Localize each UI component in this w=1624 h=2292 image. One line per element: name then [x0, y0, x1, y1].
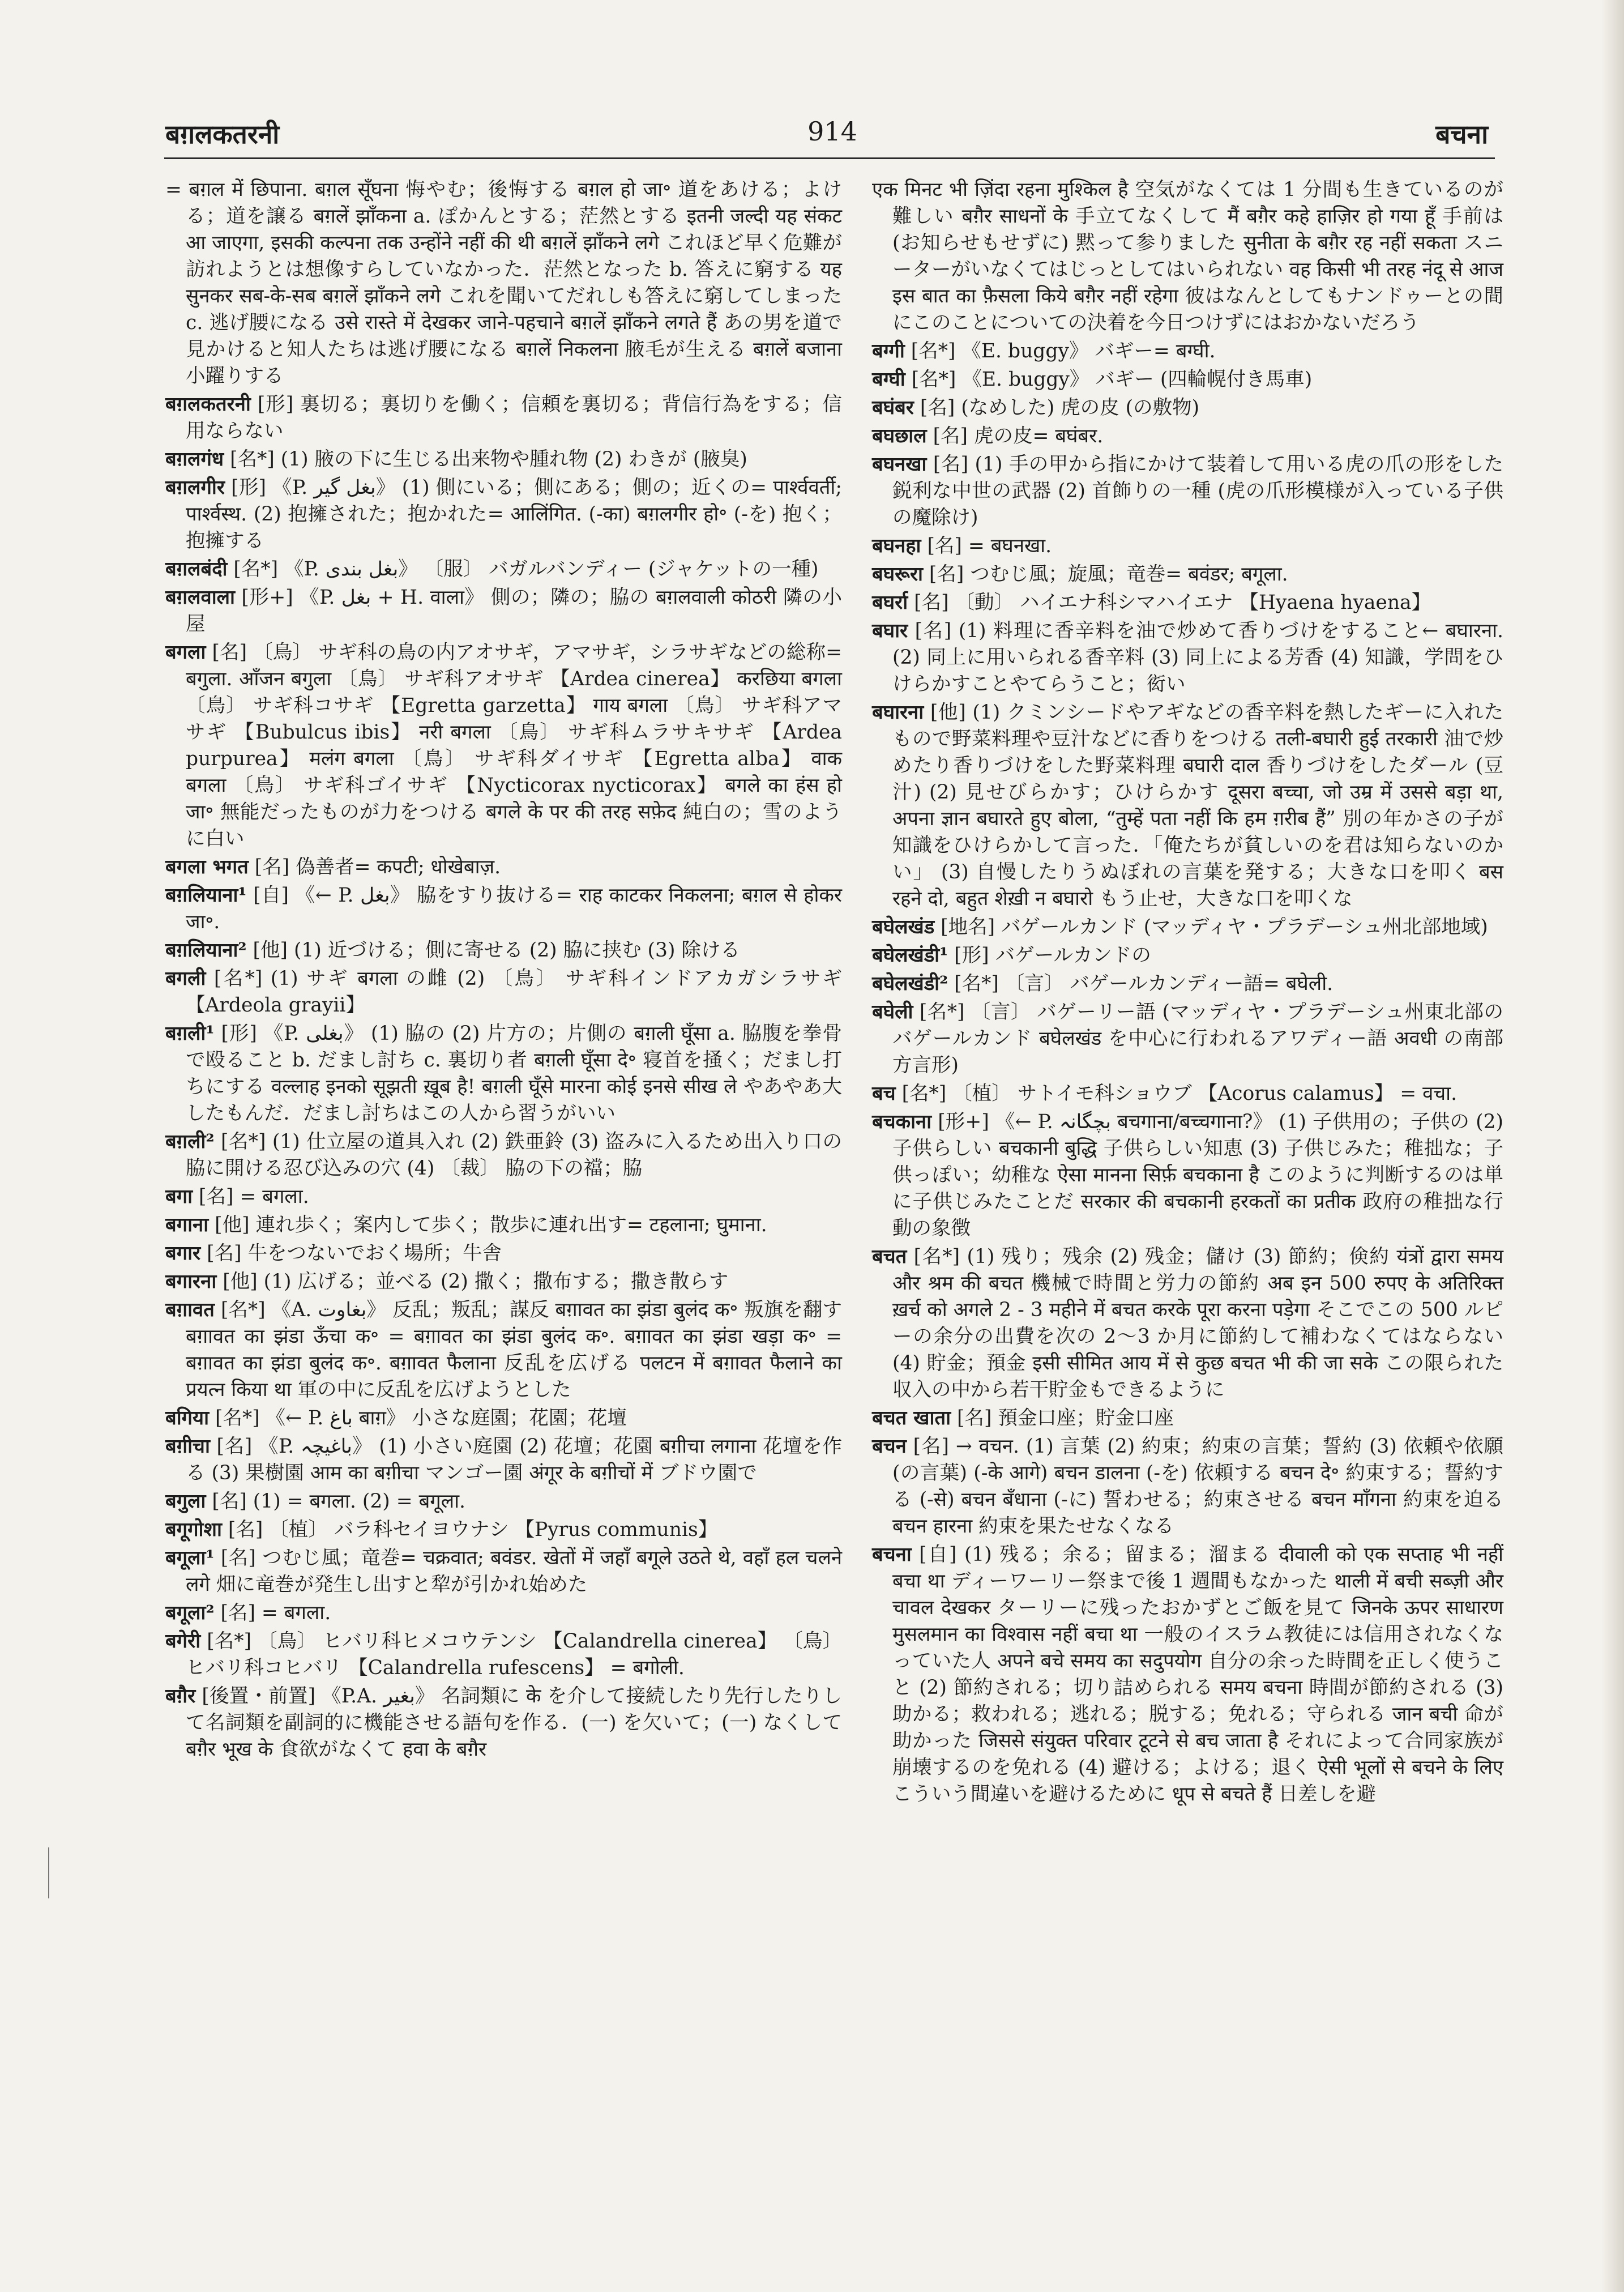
entry-definition: [名] 〔鳥〕 サギ科の鳥の内アオサギ，アマサギ，シラサギなどの総称= बगुला. आँजन बगुला 〔鳥〕 サギ科アオサギ 【Ardea cinerea】 करछिया बगला 〔鳥〕 サギ科コサギ 【Egretta garzetta】 गाय बगला 〔鳥〕 サギ科アマサギ 【Bubulcus ibis】 नरी बगला 〔鳥〕 サギ科ムラサキサギ 【Ardea purpurea】 मलंग बगला 〔鳥〕 サギ科ダイサギ 【Egretta alba】 वाक बगला 〔鳥〕 サギ科ゴイサギ 【Nycticorax nycticorax】 बगले का हंस हो जा॰ 無能だったものが力をつける बगले के पर की तरह सफ़ेद 純白の；雪のように白い	[186, 641, 842, 850]
dictionary-entry	[165, 446, 842, 473]
entry-definition: [名] (1) = बगला. (2) = बगूला.	[206, 1490, 466, 1513]
entry-definition: [名] つむじ風；竜巻= चक्रवात; बवंडर. खेतों में जहाँ बगूले उठते थे, वहाँ हल चलने लगे 畑に竜巻が発生し出すと犂が引かれ始めた	[186, 1547, 842, 1596]
entry-definition: [名*] (1) 残り；残余 (2) 残金；儲け (3) 節約；倹約 यंत्रों द्वारा समय और श्रम की बचत 機械で時間と労力の節約 अब इन 500 रुपए के अतिरिक्त ख़र्च को अगले 2 - 3 महीने में बचत करके पूरा करना पड़ेगा そこでこの 500 ルピーの余分の出費を次の 2〜3 か月に節約して補わなくてはならない (4) 貯金；預金 इसी सीमित आय में से कुछ बचत भी की जा सके この限られた収入の中から若干貯金もできるように	[892, 1245, 1503, 1401]
entry-headword: बग़लवाला	[165, 586, 235, 609]
entry-definition: [名*] 〔言〕 バゲールカンディー語= बघेली.	[948, 972, 1334, 995]
dictionary-entry	[165, 1600, 842, 1627]
dictionary-entry	[165, 1129, 842, 1182]
entry-definition: [形] 《P. بغلی》 (1) 脇の (2) 片方の；片側の बग़ली घूँसा a. 脇腹を拳骨で殴ること b. だまし討ち c. 裏切り者 बग़ली घूँसा दे॰ 寝首を掻く；だまし打ちにする वल्लाह इनको सूझती ख़ूब है! बग़ली घूँसे मारना कोई इनसे सीख ले やあやあ大したもんだ．だまし討ちはこの人から習うがいい	[186, 1022, 842, 1125]
entry-headword: बचत	[872, 1245, 907, 1268]
entry-definition: [名*] 《P. بغل بندی》 〔服〕 バガルバンディー (ジャケットの一種)	[227, 558, 819, 581]
dictionary-entry	[165, 937, 842, 964]
entry-headword: बघरूरा	[872, 563, 923, 586]
entry-headword: बग्गी	[872, 340, 905, 362]
entry-headword: बगारना	[165, 1270, 217, 1293]
dictionary-entry	[872, 1109, 1503, 1242]
dictionary-entry	[872, 338, 1503, 365]
entry-headword: बचकाना	[872, 1111, 932, 1133]
entry-definition: [名*] 〔植〕 サトイモ科ショウブ 【Acorus calamus】 = वचा.	[895, 1082, 1458, 1105]
dictionary-entry	[165, 1433, 842, 1487]
dictionary-entry	[165, 1683, 842, 1763]
entry-headword: बघारना	[872, 701, 924, 724]
entry-headword: बग़ली¹	[165, 1022, 215, 1045]
dictionary-entry	[872, 590, 1503, 616]
entry-definition: [名] 〔植〕 バラ科セイヨウナシ 【Pyrus communis】	[221, 1518, 718, 1541]
entry-definition: [名*] (1) サギ बगला の雌 (2) 〔鳥〕 サギ科インドアカガシラサギ 【Ardeola grayii】	[186, 967, 842, 1017]
dictionary-entry	[872, 699, 1503, 912]
entry-headword: बचन	[872, 1435, 907, 1458]
entry-definition: [地名] バゲールカンド (マッディヤ・プラデーシュ州北部地域)	[934, 916, 1488, 938]
entry-definition: [名] (1) 手の甲から指にかけて装着して用いる虎の爪の形をした鋭利な中世の武器 (2) 首飾りの一種 (虎の爪形模様が入っている子供の魔除け)	[892, 453, 1503, 529]
entry-definition: [名*] 〔言〕 バゲーリー語 (マッディヤ・プラデーシュ州東北部のバゲールカンド बघेलखंड を中心に行われるアワディー語 अवधी の南部方言形)	[892, 1001, 1503, 1077]
dictionary-entry	[165, 391, 842, 445]
left-column	[165, 177, 842, 1765]
entry-definition: [名*] 《E. buggy》 バギー= बग्घी.	[904, 340, 1216, 362]
entry-headword: बगूगोशा	[165, 1518, 222, 1541]
entry-definition: [名*] 《A. بغاوت》 反乱；叛乱；謀反 बग़ावत का झंडा बुलंद क॰ 叛旗を翻す बग़ावत का झंडा ऊँचा क॰ = बग़ावत का झंडा बुलंद क॰. बग़ावत का झंडा खड़ा क॰ = बग़ावत का झंडा बुलंद क॰. बग़ावत फैलाना 反乱を広げる पलटन में बग़ावत फैलाने का प्रयत्न किया था 軍の中に反乱を広げようとした	[186, 1299, 842, 1401]
entry-definition: एक मिनट भी ज़िंदा रहना मुश्किल है 空気がなくては 1 分間も生きているのが難しい बग़ैर साधनों के 手立てなくして मैं बग़ैर कहे हाज़िर हो गया हूँ 手前は (お知らせもせずに) 黙って参りました सुनीता के बग़ैर रह नहीं सकता スニーターがいなくてはじっとしてはいられない वह किसी भी तरह नंदू से आज इस बात का फ़ैसला किये बग़ैर नहीं रहेगा 彼はなんとしてもナンドゥーとの間にこのことについての決着を今日つけずにはおかないだろう	[872, 178, 1503, 334]
entry-definition: [名*] 《E. buggy》 バギー (四輪幌付き馬車)	[905, 368, 1313, 391]
entry-definition: [名] 牛をつないでおく場所；牛舎	[200, 1242, 502, 1265]
entry-definition: [名] 預金口座；貯金口座	[951, 1407, 1174, 1429]
dictionary-entry	[165, 1021, 842, 1127]
entry-definition: [名*] (1) 腋の下に生じる出来物や腫れ物 (2) わきが (腋臭)	[224, 448, 747, 471]
entry-headword: बघेलखंडी²	[872, 972, 948, 995]
dictionary-entry	[165, 584, 842, 638]
entry-definition: [名] 虎の皮= बघंबर.	[926, 425, 1104, 447]
entry-definition: [他] 連れ歩く；案内して歩く；散歩に連れ出す= टहलाना; घुमाना.	[208, 1214, 767, 1236]
dictionary-entry	[165, 1184, 842, 1210]
entry-definition: [形+] 《P. بغل + H. वाला》 側の；隣の；脇の बग़लवाली कोठरी 隣の小屋	[186, 586, 842, 635]
entry-definition: [後置・前置] 《P.A. بغیر》 名詞類に के を介して接続したり先行したりして名詞類を副詞的に機能させる語句を作る．(一) を欠いて；(一) なくして बग़ैर भूख के 食欲がなくて हवा के बग़ैर	[186, 1685, 842, 1761]
entry-definition: [名] → वचन. (1) 言葉 (2) 約束；約束の言葉；誓約 (3) 依頼や依願 (の言葉) (-के आगे) बचन डालना (-を) 依頼する बचन दे॰ 約束する；誓約する (-से) बचन बँधाना (-に) 誓わせる；約束させる बचन माँगना 約束を迫る बचन हारना 約束を果たせなくなる	[892, 1435, 1503, 1538]
entry-definition: [名] (なめした) 虎の皮 (の敷物)	[913, 396, 1200, 419]
entry-headword: बघेलखंड	[872, 916, 935, 938]
dictionary-entry	[165, 1269, 842, 1295]
entry-headword: बग़लियाना¹	[165, 884, 247, 907]
dictionary-entry	[872, 1405, 1503, 1432]
entry-definition: [名] = बगला.	[214, 1602, 331, 1624]
dictionary-entry	[872, 1244, 1503, 1403]
dictionary-entry	[872, 999, 1503, 1079]
entry-headword: बग़लगंध	[165, 448, 224, 471]
dictionary-entry	[165, 966, 842, 1019]
entry-definition: [自] (1) 残る；余る；留まる；溜まる दीवाली को एक सप्ताह भी नहीं बचा था ディーワーリー祭まで後 1 週間もなかった थाली में बची सब्ज़ी और चावल देखकर ターリーに残ったおかずとご飯を見て जिनके ऊपर साधारण मुसलमान का विश्वास नहीं बचा था 一般のイスラム教徒には信用されなくなっていた人 अपने बचे समय का सदुपयोग 自分の余った時間を正しく使うこと (2) 節約される；切り詰められる समय बचना 時間が節約される (3) 助かる；救われる；逃れる；脱する；免れる；守られる जान बची 命が助かった जिससे संयुक्त परिवार टूटने से बच जाता है それによって合同家族が崩壊するのを免れる (4) 避ける；よける；退く ऐसी भूलों से बचने के लिए こういう間違いを避けるために धूप से बचते हैं 日差しを避	[892, 1543, 1503, 1806]
dictionary-entry	[872, 618, 1503, 698]
entry-continuation	[165, 177, 842, 390]
dictionary-entry	[872, 423, 1503, 450]
entry-headword: बगार	[165, 1242, 201, 1265]
dictionary-entry	[872, 1081, 1503, 1107]
entry-headword: बघेली	[872, 1001, 913, 1023]
entry-headword: बग़ीचा	[165, 1435, 210, 1458]
dictionary-entry	[872, 366, 1503, 393]
entry-headword: बघनहा	[872, 535, 921, 557]
entry-definition: = बग़ल में छिपाना. बग़ल सूँघना 悔やむ；後悔する बग़ल हो जा॰ 道をあける；よける；道を譲る बग़लें झाँकना a. ぽかんとする；茫然とする इतनी जल्दी यह संकट आ जाएगा, इसकी कल्पना तक उन्होंने नहीं की थी बग़लें झाँकने लगे これほど早く危難が訪れようとは想像すらしていなかった．茫然となった b. 答えに窮する यह सुनकर सब-के-सब बग़लें झाँकने लगे これを聞いてだれしも答えに窮してしまった c. 逃げ腰になる उसे रास्ते में देखकर जाने-पहचाने बग़लें झाँकने लगते हैं あの男を道で見かけると知人たちは逃げ腰になる बग़लें निकलना 腋毛が生える बग़लें बजाना 小躍りする	[165, 178, 842, 387]
header-rule	[164, 157, 1495, 159]
entry-headword: बग़ैर	[165, 1685, 196, 1708]
entry-headword: बघनखा	[872, 453, 927, 476]
entry-headword: बग़लबंदी	[165, 558, 228, 581]
entry-headword: बचना	[872, 1543, 912, 1566]
dictionary-entry	[872, 1542, 1503, 1808]
entry-definition: [形] 裏切る；裏切りを働く；信頼を裏切る；背信行為をする；信用ならない	[186, 393, 842, 442]
entry-definition: [名] 《P. باغیچہ》 (1) 小さい庭園 (2) 花壇；花園 बग़ीचा लगाना 花壇を作る (3) 果樹園 आम का बग़ीचा マンゴー園 अंगूर के बग़ीचों में ブドウ園で	[186, 1435, 842, 1484]
entry-headword: बगा	[165, 1185, 193, 1208]
running-head-left: बग़लकतरनी	[165, 119, 280, 150]
entry-headword: बघार	[872, 620, 908, 642]
right-column	[872, 177, 1503, 1809]
dictionary-entry	[165, 1240, 842, 1267]
entry-definition: [形] 《P. بغل گیر》 (1) 側にいる；側にある；側の；近くの= पार्श्ववर्ती; पार्श्वस्थ. (2) 抱擁された；抱かれた= आलिंगित. (-का) बग़लगीर हो॰ (-を) 抱く；抱擁する	[186, 476, 842, 552]
dictionary-entry	[165, 475, 842, 554]
entry-headword: बग़लियाना²	[165, 939, 247, 962]
entry-definition: [自] 《← P. بغل》 脇をすり抜ける= राह काटकर निकलना; बग़ल से होकर जा॰.	[186, 884, 842, 933]
entry-headword: बगाना	[165, 1214, 209, 1236]
entry-headword: बच	[872, 1082, 896, 1105]
entry-headword: बगला	[165, 641, 206, 664]
dictionary-entry	[872, 451, 1503, 531]
page-number: 914	[807, 116, 857, 147]
dictionary-entry	[872, 942, 1503, 969]
dictionary-entry	[165, 854, 842, 881]
entry-headword: बचत खाता	[872, 1407, 951, 1429]
entry-definition: [名] 偽善者= कपटी; धोखेबाज़.	[248, 856, 501, 878]
scan-page-edge	[1601, 0, 1624, 2292]
entry-definition: [名] = बगला.	[193, 1185, 309, 1208]
entry-headword: बगेरी	[165, 1630, 201, 1653]
dictionary-entry	[165, 1297, 842, 1403]
entry-definition: [名] = बघनखा.	[921, 535, 1052, 557]
entry-definition: [名] つむじ風；旋風；竜巻= बवंडर; बगूला.	[922, 563, 1288, 586]
entry-definition: [名*] (1) 仕立屋の道具入れ (2) 鉄亜鈴 (3) 盗みに入るため出入り口の脇に開ける忍び込みの穴 (4) 〔裁〕 脇の下の襠；脇	[186, 1130, 842, 1180]
entry-headword: बगला भगत	[165, 856, 249, 878]
entry-headword: बगिया	[165, 1407, 210, 1429]
dictionary-entry	[165, 1405, 842, 1432]
entry-headword: बगूला¹	[165, 1547, 215, 1569]
entry-headword: बग़ली²	[165, 1130, 215, 1153]
margin-mark	[48, 1847, 49, 1898]
entry-headword: बग़लकतरनी	[165, 393, 251, 416]
entry-headword: बग़ावत	[165, 1299, 215, 1321]
dictionary-entry	[165, 1212, 842, 1239]
entry-definition: [名*] 〔鳥〕 ヒバリ科ヒメコウテンシ 【Calandrella cinerea】 〔鳥〕 ヒバリ科コヒバリ 【Calandrella rufescens】 = बगोली.	[186, 1630, 842, 1679]
entry-definition: [形] バゲールカンドの	[948, 944, 1151, 967]
dictionary-entry	[165, 882, 842, 936]
dictionary-entry	[872, 914, 1503, 941]
dictionary-entry	[872, 395, 1503, 421]
running-head-right: बचना	[1435, 119, 1488, 150]
dictionary-entry	[872, 533, 1503, 560]
dictionary-entry	[165, 639, 842, 852]
dictionary-entry	[165, 1545, 842, 1598]
entry-headword: बगली	[165, 967, 206, 990]
entry-headword: बग्घी	[872, 368, 905, 391]
entry-definition: [名] (1) 料理に香辛料を油で炒めて香りづけをすること← बघारना. (2) 同上に用いられる香辛料 (3) 同上による芳香 (4) 知識，学問をひけらかすことやてらうこと；衒い	[892, 620, 1503, 695]
dictionary-entry	[165, 556, 842, 583]
entry-headword: बघंबर	[872, 396, 914, 419]
entry-headword: बगुला	[165, 1490, 206, 1513]
dictionary-entry	[872, 1433, 1503, 1540]
dictionary-entry	[872, 971, 1503, 997]
dictionary-entry	[872, 561, 1503, 588]
dictionary-entry	[165, 1488, 842, 1515]
entry-headword: बघेलखंडी¹	[872, 944, 948, 967]
dictionary-entry	[165, 1517, 842, 1543]
entry-definition: [他] (1) 近づける；側に寄せる (2) 脇に挟む (3) 除ける	[246, 939, 740, 962]
entry-headword: बघर्रा	[872, 591, 908, 614]
entry-definition: [名] 〔動〕 ハイエナ科シマハイエナ 【Hyaena hyaena】	[908, 591, 1431, 614]
entry-continuation	[872, 177, 1503, 336]
entry-headword: बघछाल	[872, 425, 927, 447]
entry-definition: [他] (1) 広げる；並べる (2) 撒く；撒布する；撒き散らす	[216, 1270, 729, 1293]
entry-headword: बग़लगीर	[165, 476, 225, 499]
entry-definition: [形+] 《← P. بچگانہ बचगाना/बच्चगाना?》 (1) 子供用の；子供の (2) 子供らしい बचकानी बुद्धि 子供らしい知恵 (3) 子供じみた；稚拙な；子供っぽい；幼稚な ऐसा मानना सिर्फ़ बचकाना है このように判断するのは単に子供じみたことだ सरकार की बचकानी हरकतों का प्रतीक 政府の稚拙な行動の象徴	[892, 1111, 1503, 1240]
entry-definition: [他] (1) クミンシードやアギなどの香辛料を熱したギーに入れたもので野菜料理や豆汁などに香りをつける तली-बघारी हुई तरकारी 油で炒めたり香りづけをした野菜料理 बघारी दाल 香りづけをしたダール (豆汁) (2) 見せびらかす；ひけらかす दूसरा बच्चा, जो उम्र में उससे बड़ा था, अपना ज्ञान बघारते हुए बोला, “तुम्हें पता नहीं कि हम ग़रीब हैं” 別の年かさの子が知識をひけらかして言った．「俺たちが貧しいのを君は知らないのかい」 (3) 自慢したりうぬぼれの言葉を発する；大きな口を叩く बस रहने दो, बहुत शेख़ी न बघारो もう止せ，大きな口を叩くな	[892, 701, 1503, 910]
entry-headword: बगूला²	[165, 1602, 215, 1624]
entry-definition: [名*] 《← P. باغ बाग़》 小さな庭園；花園；花壇	[209, 1407, 627, 1429]
dictionary-entry	[165, 1628, 842, 1681]
